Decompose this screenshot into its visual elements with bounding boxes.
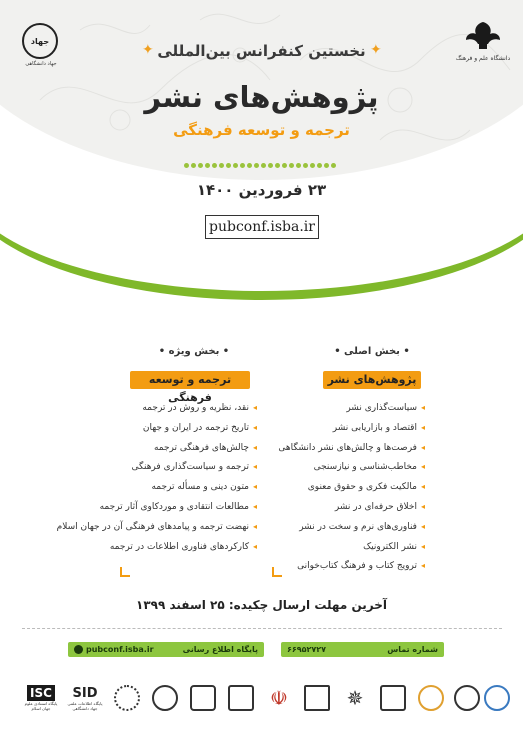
list-item: ◂نشر الکترونیک <box>363 541 425 552</box>
bullet-icon: ◂ <box>252 521 257 531</box>
list-item: ◂ترجمه و سیاست‌گذاری فرهنگی <box>131 462 257 473</box>
star-ornament-icon: ✦ <box>370 42 382 58</box>
bullet-icon: ◂ <box>420 561 425 571</box>
abstract-deadline: آخرین مهلت ارسال چکیده: ۲۵ اسفند ۱۳۹۹ <box>136 598 387 612</box>
university-logo-caption: دانشگاه علم و فرهنگ <box>455 55 511 62</box>
square-logo-icon <box>186 680 220 716</box>
list-item: ◂مطالعات انتقادی و موردکاوی آثار ترجمه <box>99 501 257 512</box>
main-section-badge: پژوهش‌های نشر <box>323 371 421 389</box>
bullet-icon: ◂ <box>252 462 257 472</box>
bullet-icon: ◂ <box>420 462 425 472</box>
star-ornament-icon: ✦ <box>142 42 154 58</box>
bullet-icon: ◂ <box>420 541 425 551</box>
conference-title: پژوهش‌های نشر <box>144 80 379 114</box>
isc-logo: ISC پایگاه استنادی علوم جهان اسلام <box>24 686 58 711</box>
rosette-logo-icon <box>148 680 182 716</box>
snowflake-logo-icon <box>110 680 144 716</box>
special-section-label: • بخش ویژه • <box>158 346 230 357</box>
phone-bar <box>281 642 444 657</box>
bullet-icon: ◂ <box>420 521 425 531</box>
bullet-icon: ◂ <box>252 501 257 511</box>
list-item: ◂کارکردهای فناوری اطلاعات در ترجمه <box>109 541 257 552</box>
list-item: ◂اخلاق حرفه‌ای در نشر <box>334 501 425 512</box>
bullet-icon: ◂ <box>420 422 425 432</box>
sid-logo: SID پایگاه اطلاعات علمی جهاد دانشگاهی <box>67 685 103 711</box>
bullet-icon: ◂ <box>252 482 257 492</box>
star-logo-icon: ✵ <box>346 686 364 710</box>
list-item: ◂تاریخ ترجمه در ایران و جهان <box>142 422 257 433</box>
bullet-icon: ◂ <box>252 442 257 452</box>
globe-icon <box>74 645 83 654</box>
list-item: ◂چالش‌های فرهنگی ترجمه <box>153 442 257 453</box>
conference-subtitle: نخستین کنفرانس بین‌المللی <box>157 42 366 60</box>
list-item: ◂نقد، نظریه و روش در ترجمه <box>142 403 257 413</box>
website-value[interactable]: pubconf.isba.ir <box>74 642 154 657</box>
list-item: ◂فناوری‌های نرم و سخت در نشر <box>299 521 425 532</box>
list-item: ◂مخاطب‌شناسی و نیازسنجی <box>313 462 425 473</box>
list-item: ◂اقتصاد و بازاریابی نشر <box>332 422 425 433</box>
special-topics-list <box>27 398 257 556</box>
bullet-icon: ◂ <box>252 541 257 551</box>
bullet-icon: ◂ <box>420 501 425 511</box>
list-item: ◂فرصت‌ها و چالش‌های نشر دانشگاهی <box>278 442 425 453</box>
bullet-icon: ◂ <box>252 403 257 412</box>
dot-divider <box>183 153 340 159</box>
iran-emblem-icon: ☫ <box>270 686 288 710</box>
website-bar <box>68 642 264 657</box>
jahad-small-logo-icon <box>376 680 410 716</box>
emblem-logo-icon <box>224 680 258 716</box>
bullet-icon: ◂ <box>252 422 257 432</box>
bullet-icon: ◂ <box>420 482 425 492</box>
list-item: ◂مالکیت فکری و حقوق معنوی <box>307 482 425 493</box>
special-section-badge: ترجمه و توسعه فرهنگی <box>130 371 250 389</box>
phone-value[interactable]: ۶۶۹۵۲۷۲۷ <box>287 645 327 654</box>
sponsor-logos <box>18 680 508 720</box>
conference-date: ۲۳ فروردین ۱۴۰۰ <box>196 181 327 199</box>
list-item: ◂متون دینی و مسأله ترجمه <box>151 482 257 493</box>
list-item: ◂سیاست‌گذاری نشر <box>346 403 425 413</box>
website-label: پایگاه اطلاع رسانی <box>182 645 258 654</box>
dashed-divider <box>22 628 502 629</box>
conference-theme: ترجمه و توسعه فرهنگی <box>173 121 350 139</box>
corner-ornament <box>120 567 130 577</box>
bullet-icon: ◂ <box>420 442 425 452</box>
sun-logo-icon <box>414 680 448 716</box>
list-item: ◂نهضت ترجمه و پیامدهای فرهنگی آن در جهان اسلام <box>56 521 257 532</box>
conference-url[interactable]: pubconf.isba.ir <box>205 215 319 239</box>
main-section-label: • بخش اصلی • <box>334 346 410 357</box>
jahad-logo-caption: جهاد دانشگاهی <box>25 61 57 67</box>
book-logo-icon <box>300 680 334 716</box>
list-item: ◂ترویج کتاب و فرهنگ کتاب‌خوانی <box>297 561 425 572</box>
main-topics-list <box>265 398 425 576</box>
phone-label: شماره تماس <box>387 645 438 654</box>
corner-ornament <box>272 567 282 577</box>
swirl-logo-icon <box>484 680 510 716</box>
jahad-logo: جهاد <box>22 23 58 59</box>
bullet-icon: ◂ <box>420 403 425 412</box>
circle-logo-icon <box>452 680 482 716</box>
